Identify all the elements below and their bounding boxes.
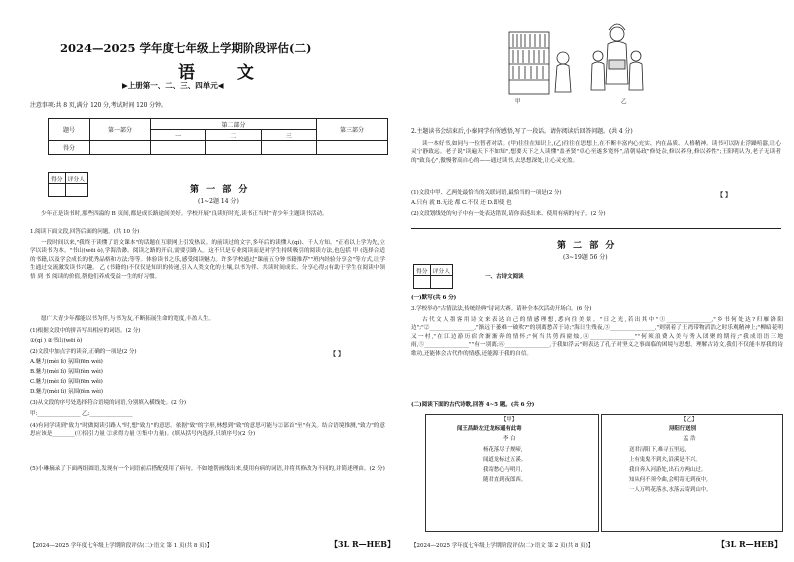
section-title: 一、古诗文阅读 — [485, 274, 524, 280]
poem-b-line: 一人万鸣花落水,水落云寄到山中。 — [629, 487, 712, 493]
answer-bracket: 【 】 — [717, 192, 732, 199]
illustration-label-a: 甲 — [515, 99, 521, 105]
poem-b-line: 我自奔入河游处,出石方两山过。 — [629, 467, 707, 473]
option-c: C.魅力(mèi lì) 氛围(fēn wěi) — [30, 379, 103, 385]
poem-a-line: 随君直到夜郎西。 — [483, 477, 527, 483]
grader-label: 评分人 — [65, 173, 87, 184]
passage-1-end: 愿广大青少年都能以书为伴,与书为友,不断拓展生命的宽度,丰盈人生。 — [41, 316, 215, 322]
bookshelf-illustration — [509, 32, 571, 94]
part1-title: 第 一 部 分 — [190, 185, 250, 195]
subsection-1: (一)默写(共 6 分) — [411, 295, 457, 301]
intro-paragraph: 少年正是读书时,那些四溢的 B 页间,都是成长路途间美好。学校开展"良读好时光,读书正当时"青少年主题读书活动。 — [41, 211, 328, 217]
subject-title: 语 文 — [178, 63, 272, 83]
illustration-label-b: 乙 — [621, 99, 627, 105]
poem-a-author: 李 白 — [503, 436, 516, 442]
passage-1: 一段时间以来,"我终于读懂了语文课本"的话题在互联网上引发热议。的前读过的文字,多年后的读懂人(qí)、千人方知。"正看以上学为先,立学以读书为本。"书山(wēi ò),学海浩渺。阅读之路的开启,需要引路人。这不只是专业阅读而是对学生持续吸引的阅读方法,也包括 甲 (选择合适的书籍,以及学会成长的优秀品格和方法;等等。体验读书之乐,感受阅读魅力。许多学校通过"课前五分钟书籍推荐""班内经验分享会"等方式,让学生通过交流激发读书兴趣。 乙 (书籍的)不仅仅是知识的传递,引入人类文化的土壤,以书为伴、共读时间成长、分享心得;(有助于学生在阅读中领悟 到 书 阅读的价值,帮他们养成受益一生的好习惯。 — [30, 240, 385, 280]
grader-label: 评分人 — [430, 265, 452, 276]
table-cell: 得分 — [49, 141, 90, 155]
part1-sub: (1~2题 14 分) — [198, 198, 239, 205]
scope-banner: ▶上册第一、二、三、四单元◀ — [122, 81, 224, 90]
poem-a-title: 闻王昌龄左迁龙标遥有此寄 — [457, 426, 522, 432]
poem-a-tag: 【甲】 — [501, 417, 518, 423]
poem-b-line: 知从何不须今曲,会明寄无到夜中, — [629, 477, 708, 483]
poem-b-tag: 【乙】 — [681, 417, 698, 423]
answer-bracket: 【 】 — [330, 351, 345, 358]
students-illustration — [591, 24, 643, 90]
poem-b-title: 浔阳行送别 — [669, 426, 696, 432]
table-cell — [430, 276, 452, 289]
score-label: 得分 — [414, 265, 431, 276]
table-cell — [90, 141, 151, 155]
exam-code: 【3L R—HEB】 — [717, 539, 783, 549]
exam-code: 【3L R—HEB】 — [330, 539, 396, 549]
passage-3: 古代文人墨客用诗文来表达自己的情感理想,悉向往美景。"日之光,若出其中"①________________,"乡书何处达?归雁洛阳边";"②________________,"渐远于萎难一破吹?"的别离愁苦于诗;"海日生残夜,③________________,"则别着了王湾带物滔浩之时乐观精神上;"柳暗花明又一村,"在江边游历宿舍渐渐奔的情怀;"何当共剪西窗烛,④________________""何须浪费入美与秀入团聚的期待;"我成语语三地雨,⑤________________""有一别离;⑥________________,于我如浮云"则表达了孔子对坚义之事面临的困境与思想。理解古诗文,我们不仅能丰厚我的诗歌功,还能体会古代作的情感,还能源于我的自信。 — [411, 317, 783, 357]
table-cell — [65, 184, 87, 197]
question-1: 1.阅读下面文段,回答后面的问题。(共 10 分) — [30, 229, 140, 235]
table-cell — [151, 141, 206, 155]
exam-header: 2024—2025 学年度七年级上学期阶段评估(二) — [60, 41, 312, 55]
page-footer: 【2024—2025 学年度七年级上学期阶段评估(二)·语文 第 1 页(共 8 页)】 — [30, 543, 213, 549]
score-label: 得分 — [49, 173, 66, 184]
question-1-4: (4)有同学读到"致力"时做阅读引路人"时,想"致力"的意思。依据"致"的字形,林想到"致"的意思可能与②部首"至"有关。结合语境推测,"致力"的意思应该是________(①招引力量 ②求得力量 ③集中力量)。(填从括号内选择,只填序号)(2 分) — [30, 423, 385, 438]
table-cell: 第二部分 — [151, 119, 317, 130]
poem-b-line: 送君浔阳下,难寻五里远, — [629, 447, 687, 453]
table-cell: 二 — [206, 130, 261, 141]
question-1-1: (1)根据文段中的拼音写出相应的词语。(2 分) — [30, 328, 141, 334]
question-1-3-answer: 甲:________________ 乙:________________ — [30, 411, 133, 417]
question-1-1-blanks: ①(qí ) ②书山(wēi ò) — [30, 338, 83, 344]
question-3: 3.学校举办"古情法法,传统经典"诗词大赛。请补全本次活动开场白。(6 分) — [411, 306, 592, 312]
poem-b-line: 上有鬼鬼不到夫,沿溪是不兴。 — [629, 457, 701, 463]
grader-box — [413, 264, 453, 289]
question-1-2: (2)文段中加点字的读音,正确的一项是(2 分) — [30, 349, 137, 355]
poem-a-line: 闻道龙标过五溪。 — [483, 457, 527, 463]
answer-line — [411, 228, 781, 229]
question-1-3: (3)从文段的序号处选择符合语境的词语,分别填入横线处。(2 分) — [30, 400, 186, 406]
option-d: D.魅力(mèi lì) 氛围(fèn wèi) — [30, 389, 103, 395]
table-cell: 题号 — [49, 119, 90, 141]
score-table — [48, 118, 388, 155]
subsection-2: (二)阅读下面的古代诗歌,回答 4~5 题。(共 6 分) — [411, 402, 535, 408]
part2-title: 第 二 部 分 — [557, 241, 617, 251]
question-2-2: (2)文段划线处的句子中有一处表达错误,请你表述出来、使用有病的句子。(2 分) — [411, 211, 606, 217]
poem-b-author: 孟 浩 — [683, 436, 696, 442]
table-cell — [261, 141, 317, 155]
table-cell — [49, 184, 66, 197]
page-footer: 【2024—2025 学年度七年级上学期阶段评估(二)·语文 第 2 页(共 8 页)】 — [411, 543, 594, 549]
poem-a-line: 杨花落尽子规啼, — [483, 447, 523, 453]
question-2-options: A.只有 就 B.无论 都 C.不仅 还 D.即使 也 — [411, 200, 512, 206]
option-b: B.魅力(mèi lì) 氛围(fèn wéi) — [30, 369, 103, 375]
question-1-5: (5)小琳摘录了下面两组圆语,发现有一个词语前后搭配使用了病句。不如她帮画线出来,使用有病的词语,并将其修改为不同的,并简述理由。(2 分) — [30, 466, 385, 472]
option-a: A.魅力(mèi lì) 氛围(fēn wéi) — [30, 359, 103, 365]
table-cell — [206, 141, 261, 155]
table-cell: 三 — [261, 130, 317, 141]
table-cell: 第三部分 — [317, 119, 388, 141]
question-2-1: (1)文段中甲、乙两处最恰当的关联词语,最恰当的一项是(2 分) — [411, 190, 562, 196]
reading-illustration — [505, 20, 673, 110]
question-2: 2.主题读书会结束后,小秦同学有所感悟,写了一段话。请你阅读后回答问题。(共 4 分) — [411, 128, 633, 135]
notice: 注意事项:共 8 页,满分 120 分,考试时间 120 分钟。 — [30, 102, 167, 109]
passage-2: 读一本好书,如同与一位智者对话。(甲)往往在知识上,(乙)往往在思想上,在不断丰富内心充实、内在品质、人格精神。读书可以防止浮躁喧嚣,让心灵宁静致远。老子说"读遍天下不如知",想要天下之人读懂"盖圣贤"卓心至遂多宽怀",清朝易政"修处杂,修以养身,修以养性";王阳明认为,老子无读者的"致良心",傲慢奢高自心的——通过读书,去思想深处,让心灵充盈。 — [411, 141, 781, 164]
table-cell — [317, 141, 388, 155]
part2-sub: (3~19题 56 分) — [563, 254, 608, 261]
grader-box — [48, 172, 88, 197]
table-cell — [414, 276, 431, 289]
poem-a-line: 我寄愁心与明月, — [483, 467, 523, 473]
table-cell: 第一部分 — [90, 119, 151, 141]
table-cell: 一 — [151, 130, 206, 141]
right-page — [397, 0, 794, 562]
